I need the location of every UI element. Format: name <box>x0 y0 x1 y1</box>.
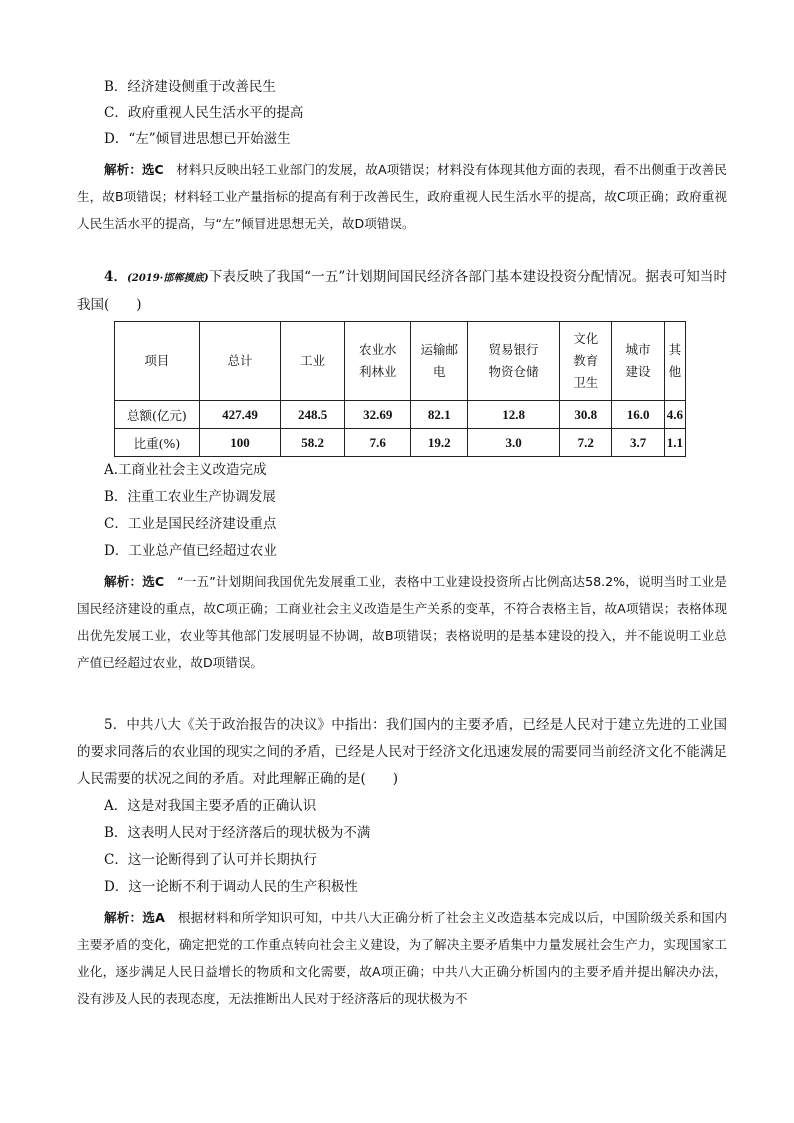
table-cell: 12.8 <box>468 401 560 429</box>
q4-option-a: A.工商业社会主义改造完成 <box>104 462 267 478</box>
q4-option-b: B．注重工农业生产协调发展 <box>104 489 276 505</box>
table-cell: 100 <box>199 429 280 457</box>
q5-stem: 5．中共八大《关于政治报告的决议》中指出：我们国内的主要矛盾，已经是人民对于建立先进的工业国的要求同落后的农业国的现实之间的矛盾，已经是人民对于经济文化迅速发展的需要同当前经济文化不能满足人民需要的状况之间的矛盾。对此理解正确的是( ) <box>77 717 727 787</box>
table-cell: 19.2 <box>411 429 468 457</box>
table-cell: 32.69 <box>345 401 411 429</box>
q5-option-c: C．这一论断得到了认可并长期执行 <box>104 852 317 868</box>
q3-analysis-body: 材料只反映出轻工业部门的发展，故A项错误；材料没有体现其他方面的表现，看不出侧重于改善民生，故B项错误；材料轻工业产量指标的提高有利于改善民生，政府重视人民生活水平的提高，故C项正确；政府重视人民生活水平的提高，与“左”倾冒进思想无关，故D项错误。 <box>77 162 727 231</box>
table-cell: 3.7 <box>612 429 664 457</box>
q5-option-a: A．这是对我国主要矛盾的正确认识 <box>104 798 317 814</box>
table-cell: 16.0 <box>612 401 664 429</box>
table-header-cell: 运输邮电 <box>411 322 468 401</box>
q4-option-c: C．工业是国民经济建设重点 <box>104 516 277 532</box>
table-cell: 比重(%) <box>115 429 200 457</box>
q4-analysis-body: “一五”计划期间我国优先发展重工业，表格中工业建设投资所占比例高达58.2%，说明当时工业是国民经济建设的重点，故C项正确；工商业社会主义改造是生产关系的变革，不符合表格主旨，故A项错误；表格体现出优先发展工业，农业等其他部门发展明显不协调，故B项错误；表格说明的是基本建设的投入，并不能说明工业总产值已经超过农业，故D项错误。 <box>77 574 727 670</box>
table-cell: 7.2 <box>560 429 612 457</box>
table-cell: 4.6 <box>664 401 685 429</box>
table-header-cell: 其他 <box>664 322 685 401</box>
q4-source: (2019·邯郸摸底) <box>127 273 209 284</box>
q5-option-b: B．这表明人民对于经济落后的现状极为不满 <box>104 825 371 841</box>
q4-stem <box>77 264 727 319</box>
table-header-cell: 农业水利林业 <box>345 322 411 401</box>
table-header-cell: 项目 <box>115 322 200 401</box>
q4-analysis <box>77 568 727 676</box>
q5-analysis-label: 解析：选A <box>104 910 165 925</box>
table-header-cell: 工业 <box>281 322 345 401</box>
q5-analysis-body: 根据材料和所学知识可知，中共八大正确分析了社会主义改造基本完成以后，中国阶级关系和国内主要矛盾的变化，确定把党的工作重点转向社会主义建设，为了解决主要矛盾集中力量发展社会生产力，实现国家工业化，逐步满足人民日益增长的物质和文化需要，故A项正确；中共八大正确分析国内的主要矛盾并提出解决办法，没有涉及人民的表现态度，无法推断出人民对于经济落后的现状极为不 <box>77 910 728 1006</box>
table-header-cell: 贸易银行物资仓储 <box>468 322 560 401</box>
q3-analysis-label: 解析：选C <box>104 162 164 177</box>
table-cell: 58.2 <box>281 429 345 457</box>
q4-analysis-label: 解析：选C <box>104 574 165 589</box>
table-cell: 7.6 <box>345 429 411 457</box>
table-cell: 82.1 <box>411 401 468 429</box>
q5-option-d: D．这一论断不利于调动人民的生产积极性 <box>104 879 358 895</box>
table-cell: 总额(亿元) <box>115 401 200 429</box>
q3-option-b: B．经济建设侧重于改善民生 <box>104 79 276 95</box>
investment-table <box>114 321 686 457</box>
q4-number: 4． <box>104 269 128 285</box>
table-cell: 1.1 <box>664 429 685 457</box>
q3-option-d: D．“左”倾冒进思想已开始滋生 <box>104 131 291 147</box>
table-row <box>115 429 686 457</box>
q3-analysis <box>77 156 727 237</box>
table-cell: 427.49 <box>199 401 280 429</box>
q3-option-c: C．政府重视人民生活水平的提高 <box>104 105 304 121</box>
table-header-row <box>115 322 686 401</box>
table-header-cell: 城市建设 <box>612 322 664 401</box>
q4-stem-text: 下表反映了我国“一五”计划期间国民经济各部门基本建设投资分配情况。据表可知当时我国( ) <box>77 269 727 313</box>
table-cell: 30.8 <box>560 401 612 429</box>
table-cell: 3.0 <box>468 429 560 457</box>
q4-option-d: D．工业总产值已经超过农业 <box>104 543 277 559</box>
table-header-cell: 总计 <box>199 322 280 401</box>
table-cell: 248.5 <box>281 401 345 429</box>
table-row <box>115 401 686 429</box>
table-header-cell: 文化教育卫生 <box>560 322 612 401</box>
q5-analysis <box>77 904 727 1012</box>
